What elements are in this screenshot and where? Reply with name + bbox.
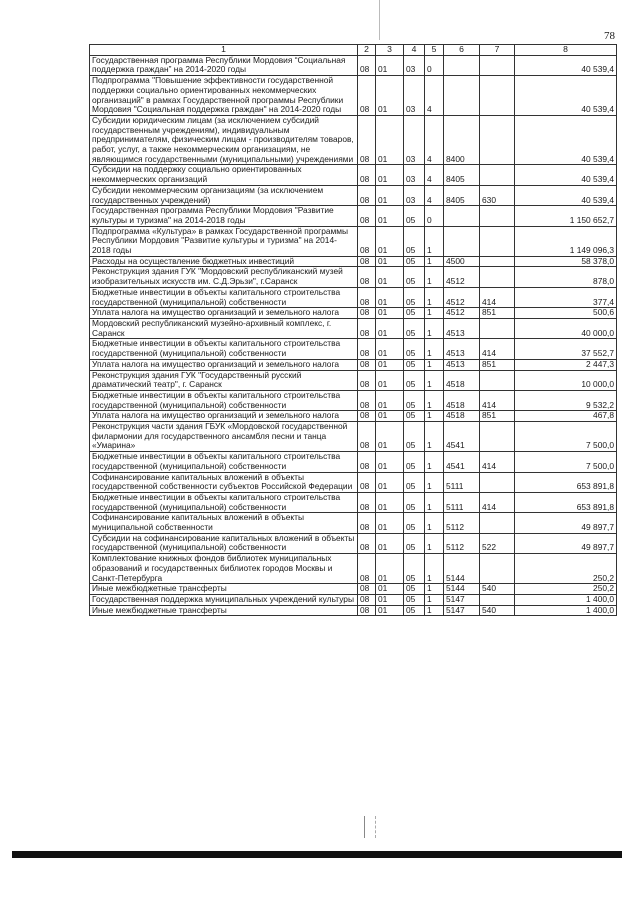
program-code-cell: 03 xyxy=(404,115,425,165)
program-code-cell: 03 xyxy=(404,165,425,185)
subprogram-code-cell: 1 xyxy=(425,584,444,595)
target-code-cell: 8405 xyxy=(444,165,480,185)
subsection-code-cell: 01 xyxy=(376,76,404,116)
program-code-cell: 05 xyxy=(404,339,425,359)
column-header: 2 xyxy=(358,45,376,56)
table-row xyxy=(90,165,617,185)
row-name-cell: Бюджетные инвестиции в объекты капитального строительства государственной (муниципальной) собственности xyxy=(90,492,358,512)
amount-cell: 40 539,4 xyxy=(515,185,617,205)
amount-cell: 10 000,0 xyxy=(515,370,617,390)
amount-cell: 467,8 xyxy=(515,411,617,422)
target-code-cell: 5112 xyxy=(444,513,480,533)
row-name-cell: Иные межбюджетные трансферты xyxy=(90,605,358,616)
target-code-cell xyxy=(444,226,480,256)
table-row xyxy=(90,513,617,533)
expense-type-cell: 851 xyxy=(480,359,515,370)
subprogram-code-cell: 1 xyxy=(425,339,444,359)
amount-cell: 37 552,7 xyxy=(515,339,617,359)
target-code-cell: 4541 xyxy=(444,422,480,452)
amount-cell: 49 897,7 xyxy=(515,513,617,533)
section-code-cell: 08 xyxy=(358,76,376,116)
page-number: 78 xyxy=(604,30,615,42)
target-code-cell: 5111 xyxy=(444,492,480,512)
subsection-code-cell: 01 xyxy=(376,584,404,595)
table-row xyxy=(90,55,617,75)
row-name-cell: Расходы на осуществление бюджетных инвестиций xyxy=(90,256,358,267)
subprogram-code-cell: 4 xyxy=(425,115,444,165)
amount-cell: 377,4 xyxy=(515,287,617,307)
amount-cell: 653 891,8 xyxy=(515,492,617,512)
subsection-code-cell: 01 xyxy=(376,513,404,533)
row-name-cell: Государственная поддержка муниципальных учреждений культуры xyxy=(90,594,358,605)
program-code-cell: 05 xyxy=(404,318,425,338)
table-row xyxy=(90,554,617,584)
target-code-cell: 5112 xyxy=(444,533,480,553)
subprogram-code-cell: 0 xyxy=(425,206,444,226)
section-code-cell: 08 xyxy=(358,267,376,287)
target-code-cell: 4518 xyxy=(444,370,480,390)
amount-cell: 40 539,4 xyxy=(515,165,617,185)
section-code-cell: 08 xyxy=(358,411,376,422)
row-name-cell: Иные межбюджетные трансферты xyxy=(90,584,358,595)
program-code-cell: 05 xyxy=(404,308,425,319)
subprogram-code-cell: 1 xyxy=(425,256,444,267)
subsection-code-cell: 01 xyxy=(376,339,404,359)
subsection-code-cell: 01 xyxy=(376,115,404,165)
table-row xyxy=(90,492,617,512)
program-code-cell: 05 xyxy=(404,256,425,267)
subprogram-code-cell: 1 xyxy=(425,452,444,472)
table-row xyxy=(90,605,617,616)
amount-cell: 40 539,4 xyxy=(515,55,617,75)
amount-cell: 7 500,0 xyxy=(515,422,617,452)
subsection-code-cell: 01 xyxy=(376,359,404,370)
subsection-code-cell: 01 xyxy=(376,287,404,307)
expense-type-cell xyxy=(480,594,515,605)
section-code-cell: 08 xyxy=(358,584,376,595)
subsection-code-cell: 01 xyxy=(376,605,404,616)
program-code-cell: 05 xyxy=(404,472,425,492)
program-code-cell: 05 xyxy=(404,287,425,307)
subsection-code-cell: 01 xyxy=(376,226,404,256)
program-code-cell: 05 xyxy=(404,390,425,410)
subprogram-code-cell: 1 xyxy=(425,533,444,553)
section-code-cell: 08 xyxy=(358,513,376,533)
expense-type-cell: 540 xyxy=(480,584,515,595)
subsection-code-cell: 01 xyxy=(376,206,404,226)
subprogram-code-cell: 1 xyxy=(425,605,444,616)
row-name-cell: Субсидии некоммерческим организациям (за исключением государственных учреждений) xyxy=(90,185,358,205)
subprogram-code-cell: 1 xyxy=(425,267,444,287)
expense-type-cell xyxy=(480,554,515,584)
amount-cell: 1 149 096,3 xyxy=(515,226,617,256)
table-row xyxy=(90,359,617,370)
target-code-cell: 4512 xyxy=(444,287,480,307)
expense-type-cell: 414 xyxy=(480,339,515,359)
target-code-cell: 5111 xyxy=(444,472,480,492)
row-name-cell: Софинансирование капитальных вложений в объекты государственной собственности субъектов Российской Федерации xyxy=(90,472,358,492)
subprogram-code-cell: 1 xyxy=(425,554,444,584)
row-name-cell: Реконструкция здания ГУК "Государственный русский драматический театр", г. Саранск xyxy=(90,370,358,390)
row-name-cell: Мордовский республиканский музейно-архивный комплекс, г. Саранск xyxy=(90,318,358,338)
section-code-cell: 08 xyxy=(358,185,376,205)
scan-artifact-bottom xyxy=(364,816,376,838)
row-name-cell: Субсидии на поддержку социально ориентированных некоммерческих организаций xyxy=(90,165,358,185)
amount-cell: 878,0 xyxy=(515,267,617,287)
expense-type-cell: 522 xyxy=(480,533,515,553)
expense-type-cell xyxy=(480,165,515,185)
expense-type-cell xyxy=(480,76,515,116)
row-name-cell: Уплата налога на имущество организаций и земельного налога xyxy=(90,411,358,422)
table-row xyxy=(90,533,617,553)
section-code-cell: 08 xyxy=(358,370,376,390)
section-code-cell: 08 xyxy=(358,318,376,338)
section-code-cell: 08 xyxy=(358,226,376,256)
program-code-cell: 05 xyxy=(404,226,425,256)
table-row xyxy=(90,390,617,410)
section-code-cell: 08 xyxy=(358,390,376,410)
subsection-code-cell: 01 xyxy=(376,185,404,205)
expense-type-cell xyxy=(480,267,515,287)
program-code-cell: 03 xyxy=(404,185,425,205)
section-code-cell: 08 xyxy=(358,339,376,359)
expense-type-cell: 630 xyxy=(480,185,515,205)
amount-cell: 2 447,3 xyxy=(515,359,617,370)
row-name-cell: Государственная программа Республики Мордовия "Развитие культуры и туризма" на 2014-2018 годы xyxy=(90,206,358,226)
amount-cell: 9 532,2 xyxy=(515,390,617,410)
row-name-cell: Бюджетные инвестиции в объекты капитального строительства государственной (муниципальной) собственности xyxy=(90,339,358,359)
program-code-cell: 05 xyxy=(404,594,425,605)
subsection-code-cell: 01 xyxy=(376,390,404,410)
expense-type-cell: 414 xyxy=(480,390,515,410)
table-row xyxy=(90,267,617,287)
expense-type-cell: 851 xyxy=(480,411,515,422)
amount-cell: 500,6 xyxy=(515,308,617,319)
target-code-cell xyxy=(444,206,480,226)
expense-type-cell xyxy=(480,256,515,267)
subprogram-code-cell: 1 xyxy=(425,594,444,605)
expense-type-cell xyxy=(480,472,515,492)
target-code-cell xyxy=(444,76,480,116)
expense-type-cell xyxy=(480,513,515,533)
amount-cell: 49 897,7 xyxy=(515,533,617,553)
amount-cell: 250,2 xyxy=(515,584,617,595)
subsection-code-cell: 01 xyxy=(376,472,404,492)
expense-type-cell xyxy=(480,370,515,390)
section-code-cell: 08 xyxy=(358,533,376,553)
row-name-cell: Бюджетные инвестиции в объекты капитального строительства государственной (муниципальной) собственности xyxy=(90,452,358,472)
subsection-code-cell: 01 xyxy=(376,452,404,472)
target-code-cell: 8400 xyxy=(444,115,480,165)
program-code-cell: 05 xyxy=(404,605,425,616)
subsection-code-cell: 01 xyxy=(376,55,404,75)
table-body xyxy=(90,55,617,616)
table-row xyxy=(90,76,617,116)
table-row xyxy=(90,422,617,452)
expense-type-cell: 414 xyxy=(480,287,515,307)
table-row xyxy=(90,339,617,359)
subprogram-code-cell: 4 xyxy=(425,185,444,205)
subprogram-code-cell: 1 xyxy=(425,370,444,390)
program-code-cell: 05 xyxy=(404,370,425,390)
subprogram-code-cell: 1 xyxy=(425,472,444,492)
subsection-code-cell: 01 xyxy=(376,256,404,267)
target-code-cell: 5147 xyxy=(444,594,480,605)
section-code-cell: 08 xyxy=(358,452,376,472)
expense-type-cell xyxy=(480,226,515,256)
section-code-cell: 08 xyxy=(358,554,376,584)
table-row xyxy=(90,594,617,605)
amount-cell: 58 378,0 xyxy=(515,256,617,267)
expense-type-cell: 851 xyxy=(480,308,515,319)
amount-cell: 7 500,0 xyxy=(515,452,617,472)
target-code-cell: 5144 xyxy=(444,584,480,595)
row-name-cell: Бюджетные инвестиции в объекты капитального строительства государственной (муниципальной) собственности xyxy=(90,390,358,410)
column-header: 5 xyxy=(425,45,444,56)
amount-cell: 1 400,0 xyxy=(515,594,617,605)
amount-cell: 40 539,4 xyxy=(515,115,617,165)
target-code-cell: 4513 xyxy=(444,359,480,370)
subprogram-code-cell: 1 xyxy=(425,390,444,410)
column-header: 3 xyxy=(376,45,404,56)
target-code-cell: 4512 xyxy=(444,308,480,319)
scan-edge-bar xyxy=(12,851,622,858)
section-code-cell: 08 xyxy=(358,422,376,452)
column-header: 6 xyxy=(444,45,480,56)
target-code-cell: 4518 xyxy=(444,390,480,410)
subsection-code-cell: 01 xyxy=(376,594,404,605)
expense-type-cell xyxy=(480,318,515,338)
target-code-cell: 4518 xyxy=(444,411,480,422)
budget-table xyxy=(89,44,617,616)
program-code-cell: 05 xyxy=(404,492,425,512)
amount-cell: 1 400,0 xyxy=(515,605,617,616)
program-code-cell: 05 xyxy=(404,452,425,472)
expense-type-cell: 540 xyxy=(480,605,515,616)
subsection-code-cell: 01 xyxy=(376,554,404,584)
expense-type-cell xyxy=(480,115,515,165)
expense-type-cell xyxy=(480,206,515,226)
program-code-cell: 03 xyxy=(404,55,425,75)
target-code-cell: 4513 xyxy=(444,339,480,359)
section-code-cell: 08 xyxy=(358,115,376,165)
table-row xyxy=(90,256,617,267)
section-code-cell: 08 xyxy=(358,472,376,492)
section-code-cell: 08 xyxy=(358,308,376,319)
subsection-code-cell: 01 xyxy=(376,492,404,512)
subsection-code-cell: 01 xyxy=(376,370,404,390)
target-code-cell: 4512 xyxy=(444,267,480,287)
row-name-cell: Реконструкция части здания ГБУК «Мордовской государственной филармонии для государственного ансамбля песни и танца «Умарина» xyxy=(90,422,358,452)
column-header: 1 xyxy=(90,45,358,56)
row-name-cell: Государственная программа Республики Мордовия “Социальная поддержка граждан” на 2014-2020 годы xyxy=(90,55,358,75)
table-row xyxy=(90,206,617,226)
program-code-cell: 05 xyxy=(404,206,425,226)
section-code-cell: 08 xyxy=(358,492,376,512)
table-row xyxy=(90,308,617,319)
amount-cell: 250,2 xyxy=(515,554,617,584)
subprogram-code-cell: 1 xyxy=(425,513,444,533)
subsection-code-cell: 01 xyxy=(376,411,404,422)
table-row xyxy=(90,185,617,205)
section-code-cell: 08 xyxy=(358,206,376,226)
table-row xyxy=(90,318,617,338)
table-row xyxy=(90,452,617,472)
section-code-cell: 08 xyxy=(358,287,376,307)
row-name-cell: Подпрограмма «Культура» в рамках Государственной программы Республики Мордовия "Развитие культуры и туризма" на 2014-2018 годы xyxy=(90,226,358,256)
expense-type-cell: 414 xyxy=(480,452,515,472)
expense-type-cell: 414 xyxy=(480,492,515,512)
section-code-cell: 08 xyxy=(358,605,376,616)
row-name-cell: Реконструкция здания ГУК "Мордовский республиканский музей изобразительных искусств им. С.Д.Эрьзи", г.Саранск xyxy=(90,267,358,287)
scan-artifact-top xyxy=(379,0,380,40)
subprogram-code-cell: 1 xyxy=(425,411,444,422)
row-name-cell: Субсидии юридическим лицам (за исключением субсидий государственным учреждениям), индивидуальным предпринимателям, физическим лицам - производителям товаров, работ, услуг, а также некоммерческим организациям, не являющимся государственными (муниципальными) учреждениями xyxy=(90,115,358,165)
subsection-code-cell: 01 xyxy=(376,533,404,553)
row-name-cell: Подпрограмма "Повышение эффективности государственной поддержки социально ориентированных некоммерческих организаций" в рамках Государственной программы Республики Мордовия "Социальная поддержка граждан" на 2014-2020 годы xyxy=(90,76,358,116)
subprogram-code-cell: 1 xyxy=(425,308,444,319)
target-code-cell: 4513 xyxy=(444,318,480,338)
section-code-cell: 08 xyxy=(358,165,376,185)
section-code-cell: 08 xyxy=(358,256,376,267)
table-row xyxy=(90,411,617,422)
row-name-cell: Софинансирование капитальных вложений в объекты муниципальной собственности xyxy=(90,513,358,533)
table-row xyxy=(90,226,617,256)
subprogram-code-cell: 1 xyxy=(425,318,444,338)
row-name-cell: Уплата налога на имущество организаций и земельного налога xyxy=(90,359,358,370)
table-row xyxy=(90,287,617,307)
subsection-code-cell: 01 xyxy=(376,267,404,287)
program-code-cell: 05 xyxy=(404,267,425,287)
target-code-cell: 8405 xyxy=(444,185,480,205)
amount-cell: 40 000,0 xyxy=(515,318,617,338)
row-name-cell: Бюджетные инвестиции в объекты капитального строительства государственной (муниципальной) собственности xyxy=(90,287,358,307)
table-row xyxy=(90,584,617,595)
program-code-cell: 03 xyxy=(404,76,425,116)
program-code-cell: 05 xyxy=(404,359,425,370)
expense-type-cell xyxy=(480,422,515,452)
program-code-cell: 05 xyxy=(404,513,425,533)
amount-cell: 40 539,4 xyxy=(515,76,617,116)
subprogram-code-cell: 1 xyxy=(425,287,444,307)
column-header: 4 xyxy=(404,45,425,56)
target-code-cell: 5147 xyxy=(444,605,480,616)
table-row xyxy=(90,472,617,492)
subprogram-code-cell: 1 xyxy=(425,359,444,370)
table-header-row xyxy=(90,45,617,56)
expense-type-cell xyxy=(480,55,515,75)
program-code-cell: 05 xyxy=(404,554,425,584)
subsection-code-cell: 01 xyxy=(376,165,404,185)
subsection-code-cell: 01 xyxy=(376,308,404,319)
target-code-cell: 5144 xyxy=(444,554,480,584)
subprogram-code-cell: 4 xyxy=(425,165,444,185)
column-header: 7 xyxy=(480,45,515,56)
subprogram-code-cell: 1 xyxy=(425,422,444,452)
target-code-cell: 4541 xyxy=(444,452,480,472)
section-code-cell: 08 xyxy=(358,55,376,75)
subprogram-code-cell: 1 xyxy=(425,226,444,256)
section-code-cell: 08 xyxy=(358,359,376,370)
target-code-cell xyxy=(444,55,480,75)
column-header: 8 xyxy=(515,45,617,56)
target-code-cell: 4500 xyxy=(444,256,480,267)
amount-cell: 653 891,8 xyxy=(515,472,617,492)
amount-cell: 1 150 652,7 xyxy=(515,206,617,226)
row-name-cell: Субсидии на софинансирование капитальных вложений в объекты государственной (муниципальной) собственности xyxy=(90,533,358,553)
subprogram-code-cell: 0 xyxy=(425,55,444,75)
table-row xyxy=(90,115,617,165)
program-code-cell: 05 xyxy=(404,422,425,452)
subprogram-code-cell: 4 xyxy=(425,76,444,116)
table-row xyxy=(90,370,617,390)
subsection-code-cell: 01 xyxy=(376,318,404,338)
row-name-cell: Уплата налога на имущество организаций и земельного налога xyxy=(90,308,358,319)
subprogram-code-cell: 1 xyxy=(425,492,444,512)
program-code-cell: 05 xyxy=(404,584,425,595)
program-code-cell: 05 xyxy=(404,533,425,553)
subsection-code-cell: 01 xyxy=(376,422,404,452)
program-code-cell: 05 xyxy=(404,411,425,422)
section-code-cell: 08 xyxy=(358,594,376,605)
row-name-cell: Комплектование книжных фондов библиотек муниципальных образований и государственных библиотек городов Москвы и Санкт-Петербурга xyxy=(90,554,358,584)
